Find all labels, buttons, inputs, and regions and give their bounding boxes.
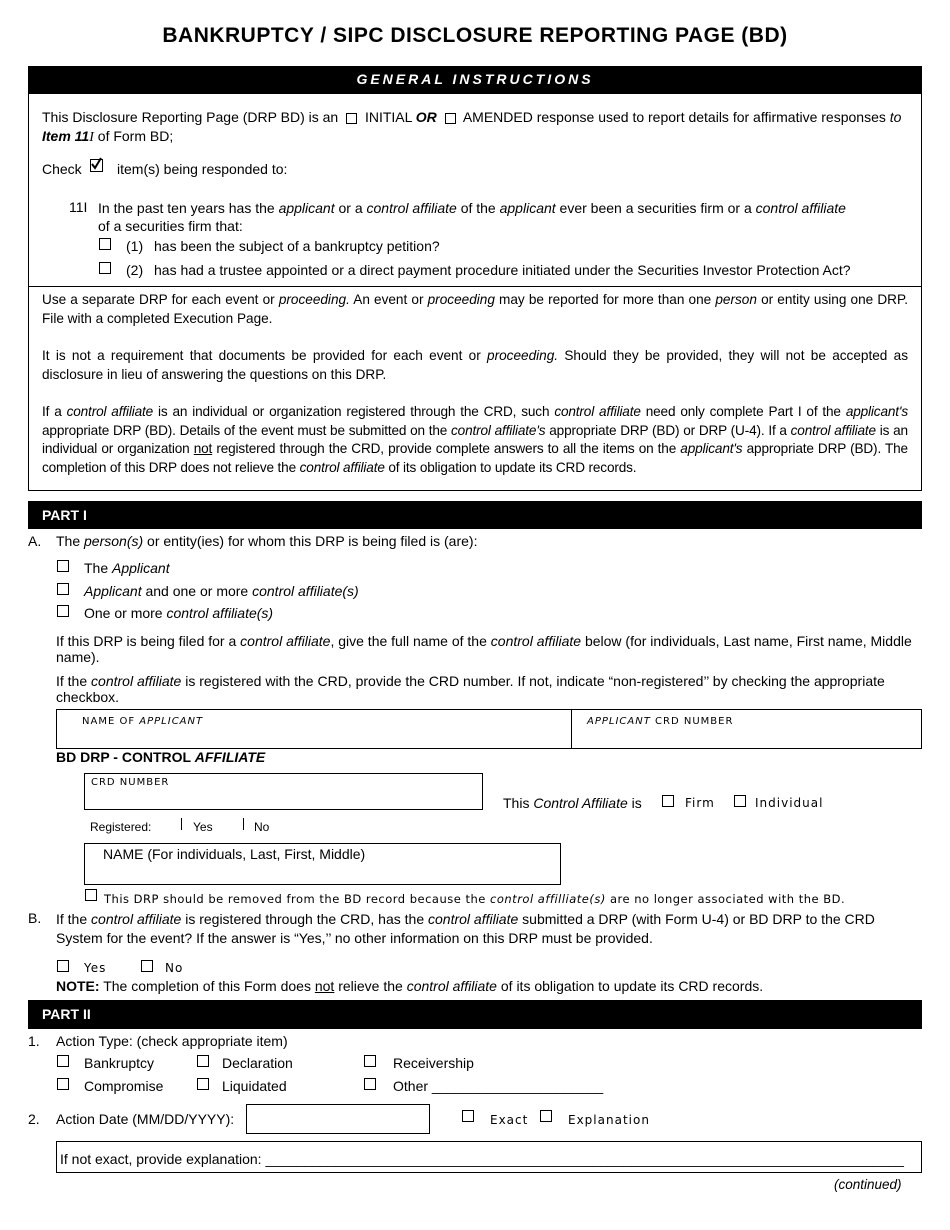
page-title: BANKRUPTCY / SIPC DISCLOSURE REPORTING PAGE (BD) — [162, 24, 788, 47]
other-checkbox[interactable] — [364, 1078, 376, 1090]
remove-from-record-checkbox[interactable] — [85, 889, 97, 901]
note-text: NOTE: The completion of this Form does not relieve the control affiliate of its obligation to update its CRD records. — [56, 978, 764, 994]
fill-instruction-1: If this DRP is being filed for a control affiliate, give the full name of the control affiliate below (for individuals, Last name, First name, Middle name). — [56, 633, 912, 665]
b-yes-label: Yes — [84, 961, 107, 975]
explanation-input-line[interactable]: __________________________________________________________________________________ — [265, 1151, 904, 1167]
bd-drp-control-affiliate-heading: BD DRP - CONTROL AFFILIATE — [56, 749, 266, 765]
or-label: OR — [415, 109, 437, 125]
registered-no-label: No — [254, 820, 270, 834]
affiliate-crd-number-label: CRD NUMBER — [91, 777, 170, 788]
items-responded-label: item(s) being responded to: — [117, 161, 288, 177]
option-affiliates-checkbox[interactable] — [57, 605, 69, 617]
liquidated-label: Liquidated — [222, 1078, 287, 1094]
amended-label: AMENDED response used to report details for affirmative responses — [462, 109, 886, 125]
explanation-checkbox[interactable] — [540, 1110, 552, 1122]
q-text-3: of the — [460, 200, 496, 216]
option-applicant-checkbox[interactable] — [57, 560, 69, 572]
compromise-checkbox[interactable] — [57, 1078, 69, 1090]
explanation-label: Explanation — [568, 1113, 650, 1127]
general-instructions-heading: GENERAL INSTRUCTIONS — [28, 66, 922, 93]
option-affiliates-label: One or more control affiliate(s) — [84, 605, 274, 621]
compromise-label: Compromise — [84, 1078, 164, 1094]
part-1-b-text: If the control affiliate is registered through the CRD, has the control affiliate submitted a DRP (with Form U-4) or BD DRP to the CRD System for the event? If the answer is “Yes,’’ no other information on this DRP must be provided. — [56, 911, 875, 946]
part-1-heading: PART I — [28, 501, 922, 529]
option-applicant-and-affiliates-checkbox[interactable] — [57, 583, 69, 595]
q-text-5: of a securities firm that: — [98, 218, 243, 234]
question-2-text: has had a trustee appointed or a direct payment procedure initiated under the Securities Investor Protection Act? — [154, 262, 851, 278]
question-11i — [98, 199, 878, 235]
b-no-label: No — [165, 961, 184, 975]
q-text-4: ever been a securities firm or a — [559, 200, 752, 216]
check-line — [42, 161, 82, 177]
question-1-text: has been the subject of a bankruptcy petition? — [154, 238, 440, 254]
option-applicant-and-affiliates-label: Applicant and one or more control affiliate(s) — [84, 583, 359, 599]
q2-label: Action Date (MM/DD/YYYY): — [56, 1111, 235, 1127]
q1-label: Action Type: (check appropriate item) — [56, 1033, 288, 1049]
initial-label: INITIAL — [364, 109, 412, 125]
instructions-paragraph-2: It is not a requirement that documents be provided for each event or proceeding. Should they be provided, they will not be accepted as disclosure in lieu of answering the questions on this DRP. — [42, 348, 908, 382]
registered-yes-label: Yes — [193, 820, 213, 834]
instructions-paragraph-1: Use a separate DRP for each event or proceeding. An event or proceeding may be reported for more than one person or entity using one DRP. File with a completed Execution Page. — [42, 292, 909, 326]
continued-label: (continued) — [834, 1177, 902, 1192]
q-control-affiliate-2: control affiliate — [755, 200, 846, 216]
individual-checkbox[interactable] — [734, 795, 746, 807]
action-date-input[interactable] — [246, 1104, 430, 1134]
firm-label: Firm — [685, 796, 715, 810]
explanation-text: If not exact, provide explanation: __________________________________________________________________________________ — [60, 1151, 904, 1167]
applicant-crd-number-label: APPLICANT CRD NUMBER — [587, 716, 734, 727]
part-1-a-text: The person(s) or entity(ies) for whom this DRP is being filed is (are): — [56, 533, 478, 549]
remove-from-record-label: This DRP should be removed from the BD record because the control affilliate(s) are no longer associated with the BD. — [104, 892, 846, 906]
declaration-label: Declaration — [222, 1055, 293, 1071]
q-control-affiliate: control affiliate — [366, 200, 457, 216]
declaration-checkbox[interactable] — [197, 1055, 209, 1067]
other-label: Other ______________________ — [393, 1078, 604, 1094]
exact-label: Exact — [490, 1113, 529, 1127]
applicant-name-input[interactable] — [57, 722, 570, 748]
instructions-paragraph-3: If a control affiliate is an individual or organization registered through the CRD, such control affiliate need only complete Part I of the applicant's appropriate DRP (BD). Details of the event must be submitted on the control affiliate's appropriate DRP (BD) or DRP (U-4). If a control affiliate is an individual or organization not registered through the CRD, provide complete answers to all the items on the applicant's appropriate DRP (BD). The completion of this DRP does not relieve the control affiliate of its obligation to update its CRD records. — [42, 404, 908, 475]
registered-no-checkbox[interactable] — [243, 818, 244, 830]
checkmark-icon — [90, 157, 103, 170]
b-yes-checkbox[interactable] — [57, 960, 69, 972]
registered-label: Registered: — [90, 820, 152, 834]
applicant-crd-input[interactable] — [572, 722, 920, 748]
q-text-2: or a — [338, 200, 363, 216]
q2-number: 2. — [28, 1111, 40, 1127]
item-label: Item 11 — [42, 128, 90, 144]
firm-checkbox[interactable] — [662, 795, 674, 807]
item-letter: I — [89, 130, 94, 145]
part-2-heading: PART II — [28, 1000, 922, 1029]
bankruptcy-label: Bankruptcy — [84, 1055, 155, 1071]
receivership-checkbox[interactable] — [364, 1055, 376, 1067]
other-input-line[interactable]: ______________________ — [431, 1078, 604, 1094]
intro-text — [42, 108, 912, 147]
affiliate-name-label: NAME (For individuals, Last, First, Middle) — [103, 846, 366, 862]
question-2-checkbox[interactable] — [99, 262, 111, 274]
initial-checkbox[interactable] — [346, 113, 357, 124]
option-applicant-label: The Applicant — [84, 560, 170, 576]
question-1-checkbox[interactable] — [99, 238, 111, 250]
q-applicant: applicant — [278, 200, 335, 216]
this-control-affiliate-label: This Control Affiliate is — [503, 795, 642, 811]
question-2-number: (2) — [126, 262, 144, 278]
q-text-1: In the past ten years has the — [98, 200, 275, 216]
name-of-applicant-label: NAME OF APPLICANT — [82, 716, 204, 727]
of-form-label: of Form BD; — [97, 128, 174, 144]
intro-text-a: This Disclosure Reporting Page (DRP BD) is an — [42, 109, 339, 125]
question-number: 11I — [69, 199, 88, 215]
registered-yes-checkbox[interactable] — [181, 818, 182, 830]
part-1-a-label: A. — [28, 533, 42, 549]
q-applicant-2: applicant — [499, 200, 556, 216]
individual-label: Individual — [755, 796, 824, 810]
exact-checkbox[interactable] — [462, 1110, 474, 1122]
fill-instruction-2: If the control affiliate is registered with the CRD, provide the CRD number. If not, indicate “non-registered’’ by checking the appropriate checkbox. — [56, 673, 885, 705]
check-example-checkbox — [90, 159, 103, 172]
liquidated-checkbox[interactable] — [197, 1078, 209, 1090]
bankruptcy-checkbox[interactable] — [57, 1055, 69, 1067]
check-label: Check — [42, 161, 82, 177]
part-1-b-label: B. — [28, 910, 42, 926]
question-1-number: (1) — [126, 238, 144, 254]
receivership-label: Receivership — [393, 1055, 474, 1071]
b-no-checkbox[interactable] — [141, 960, 153, 972]
to-label: to — [889, 109, 902, 125]
q1-number: 1. — [28, 1033, 40, 1049]
amended-checkbox[interactable] — [445, 113, 456, 124]
